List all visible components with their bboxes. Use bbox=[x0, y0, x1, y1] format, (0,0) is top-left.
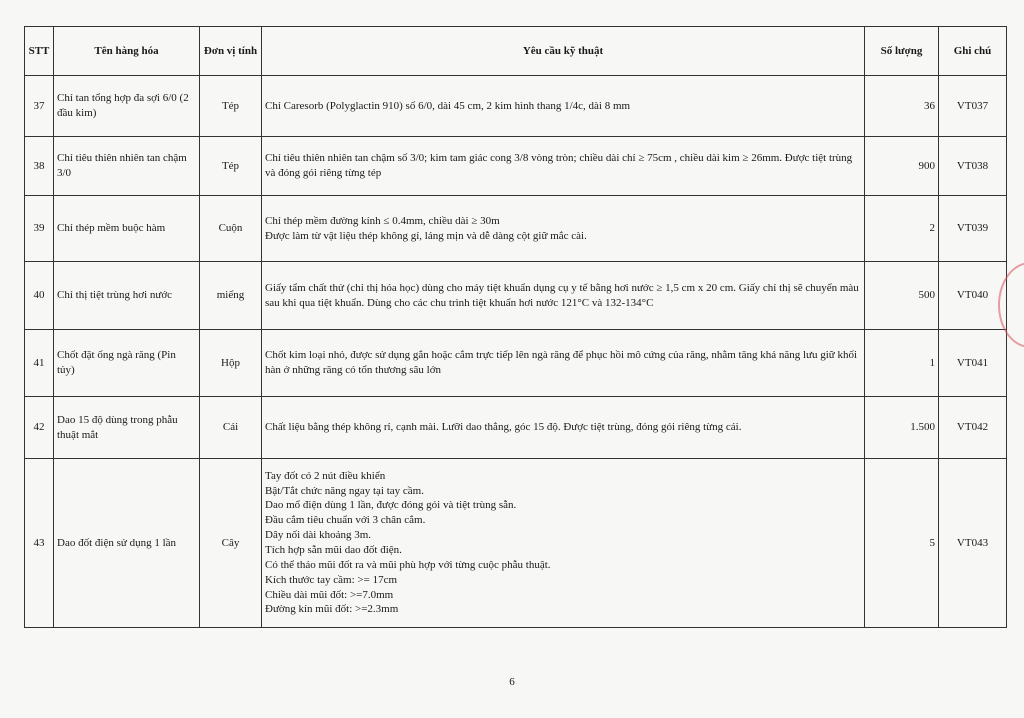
header-note: Ghi chú bbox=[939, 27, 1007, 76]
cell-note: VT039 bbox=[939, 196, 1007, 262]
header-spec: Yêu cầu kỹ thuật bbox=[262, 27, 865, 76]
cell-stt: 39 bbox=[25, 196, 54, 262]
cell-spec bbox=[262, 330, 865, 397]
spec-line: Bật/Tắt chức năng ngay tại tay cầm. bbox=[265, 484, 424, 497]
cell-stt: 38 bbox=[25, 137, 54, 196]
spec-line: Chiều dài mũi đốt: >=7.0mm bbox=[265, 588, 394, 601]
header-stt: STT bbox=[25, 27, 54, 76]
cell-unit: Tép bbox=[200, 137, 262, 196]
cell-quantity: 900 bbox=[865, 137, 939, 196]
cell-quantity: 2 bbox=[865, 196, 939, 262]
cell-quantity: 5 bbox=[865, 459, 939, 628]
cell-note: VT043 bbox=[939, 459, 1007, 628]
header-unit: Đơn vị tính bbox=[200, 27, 262, 76]
spec-line: Đầu cắm tiêu chuẩn với 3 chân cắm. bbox=[265, 514, 426, 527]
cell-stt: 37 bbox=[25, 76, 54, 137]
table-row bbox=[25, 137, 1007, 196]
cell-unit: Tép bbox=[200, 76, 262, 137]
cell-item-name: Chốt đặt ống ngà răng (Pin tủy) bbox=[54, 330, 200, 397]
header-qty: Số lượng bbox=[865, 27, 939, 76]
table-row bbox=[25, 76, 1007, 137]
cell-note: VT037 bbox=[939, 76, 1007, 137]
table-row bbox=[25, 330, 1007, 397]
cell-quantity: 1 bbox=[865, 330, 939, 397]
spec-line: Đường kín mũi đốt: >=2.3mm bbox=[265, 603, 399, 616]
table-body bbox=[25, 76, 1007, 628]
cell-unit: Hộp bbox=[200, 330, 262, 397]
cell-stt: 40 bbox=[25, 262, 54, 330]
cell-stt: 43 bbox=[25, 459, 54, 628]
cell-item-name: Chỉ thép mềm buộc hàm bbox=[54, 196, 200, 262]
cell-note: VT042 bbox=[939, 397, 1007, 459]
spec-line: Giấy tẩm chất thử (chỉ thị hóa học) dùng cho máy tiệt khuẩn dụng cụ y tế bằng hơi nước ≥ 1,5 cm x 20 cm. Giấy chỉ thị sẽ chuyển màu sau khi qua tiệt khuẩn. Dùng cho các chu trình tiệt khuẩn hơi nước 121°C và 132-134°C bbox=[265, 281, 859, 309]
cell-item-name: Dao đốt điện sử dụng 1 lần bbox=[54, 459, 200, 628]
cell-spec bbox=[262, 397, 865, 459]
cell-unit: Cái bbox=[200, 397, 262, 459]
cell-note: VT040 bbox=[939, 262, 1007, 330]
spec-line: Tích hợp sẵn mũi dao đốt điện. bbox=[265, 544, 402, 556]
cell-note: VT038 bbox=[939, 137, 1007, 196]
spec-line: Chất liệu bằng thép không rỉ, cạnh mài. Lưỡi dao thẳng, góc 15 độ. Được tiệt trùng, đóng gói riêng từng cái. bbox=[265, 421, 742, 434]
header-name: Tên hàng hóa bbox=[54, 27, 200, 76]
table-row bbox=[25, 196, 1007, 262]
cell-spec bbox=[262, 262, 865, 330]
cell-unit: miếng bbox=[200, 262, 262, 330]
cell-spec bbox=[262, 196, 865, 262]
cell-stt: 42 bbox=[25, 397, 54, 459]
table-row bbox=[25, 459, 1007, 628]
table-row bbox=[25, 397, 1007, 459]
spec-line: Được làm từ vật liệu thép không gỉ, láng mịn và dễ dàng cột giữ mắc cài. bbox=[265, 229, 587, 242]
spec-line: Chốt kim loại nhỏ, được sử dụng gắn hoặc cắm trực tiếp lên ngà răng để phục hồi mô cứng của răng, nhằm tăng khả năng lưu giữ khối hàn ở những răng có tổn thương sâu lớn bbox=[265, 349, 858, 376]
cell-quantity: 36 bbox=[865, 76, 939, 137]
table-row bbox=[25, 262, 1007, 330]
spec-line: Dây nối dài khoảng 3m. bbox=[265, 529, 372, 542]
cell-spec bbox=[262, 137, 865, 196]
spec-line: Chỉ tiêu thiên nhiên tan chậm số 3/0; kim tam giác cong 3/8 vòng tròn; chiều dài chỉ ≥ 75cm , chiều dài kim ≥ 26mm. Được tiệt trùng và đóng gói riêng từng tép bbox=[265, 152, 853, 179]
cell-unit: Cây bbox=[200, 459, 262, 628]
cell-quantity: 500 bbox=[865, 262, 939, 330]
spec-line: Tay đốt có 2 nút điều khiển bbox=[265, 469, 386, 482]
cell-quantity: 1.500 bbox=[865, 397, 939, 459]
cell-spec bbox=[262, 459, 865, 628]
spec-line: Kích thước tay cầm: >= 17cm bbox=[265, 573, 398, 586]
page-number: 6 bbox=[509, 676, 515, 688]
cell-item-name: Chỉ tiêu thiên nhiên tan chậm 3/0 bbox=[54, 137, 200, 196]
spec-line: Dao mổ điện dùng 1 lần, được đóng gói và tiệt trùng sẵn. bbox=[265, 499, 517, 512]
spec-line: Chỉ thép mềm đường kính ≤ 0.4mm, chiều dài ≥ 30m bbox=[265, 214, 500, 227]
cell-unit: Cuộn bbox=[200, 196, 262, 262]
cell-note: VT041 bbox=[939, 330, 1007, 397]
cell-item-name: Chỉ tan tổng hợp đa sợi 6/0 (2 đầu kim) bbox=[54, 76, 200, 137]
spec-line: Chỉ Caresorb (Polyglactin 910) số 6/0, dài 45 cm, 2 kim hình thang 1/4c, dài 8 mm bbox=[265, 99, 631, 112]
cell-spec bbox=[262, 76, 865, 137]
specification-table bbox=[24, 26, 1007, 628]
table-header-row bbox=[25, 27, 1007, 76]
cell-item-name: Dao 15 độ dùng trong phẫu thuật mắt bbox=[54, 397, 200, 459]
cell-stt: 41 bbox=[25, 330, 54, 397]
spec-line: Có thể tháo mũi đốt ra và mũi phù hợp với từng cuộc phẫu thuật. bbox=[265, 558, 551, 571]
cell-item-name: Chỉ thị tiệt trùng hơi nước bbox=[54, 262, 200, 330]
